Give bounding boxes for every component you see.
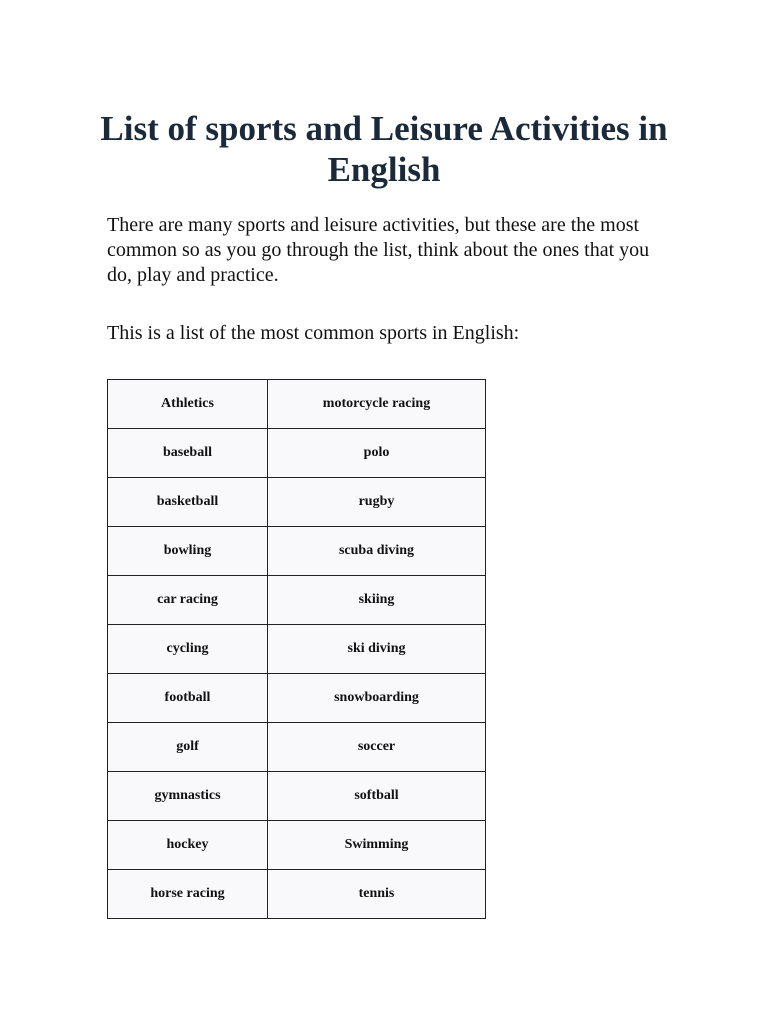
table-cell: polo — [268, 429, 486, 478]
table-cell: motorcycle racing — [268, 380, 486, 429]
table-cell: Swimming — [268, 821, 486, 870]
table-cell: tennis — [268, 870, 486, 919]
table-row — [108, 870, 486, 919]
table-cell: horse racing — [108, 870, 268, 919]
table-cell: car racing — [108, 576, 268, 625]
table-row — [108, 380, 486, 429]
table-cell: baseball — [108, 429, 268, 478]
table-row — [108, 576, 486, 625]
sports-table — [107, 379, 486, 919]
table-cell: rugby — [268, 478, 486, 527]
table-row — [108, 527, 486, 576]
table-row — [108, 478, 486, 527]
table-row — [108, 723, 486, 772]
table-row — [108, 772, 486, 821]
table-cell: golf — [108, 723, 268, 772]
table-cell: basketball — [108, 478, 268, 527]
table-row — [108, 674, 486, 723]
table-cell: skiing — [268, 576, 486, 625]
table-cell: scuba diving — [268, 527, 486, 576]
table-cell: bowling — [108, 527, 268, 576]
table-cell: snowboarding — [268, 674, 486, 723]
table-row — [108, 625, 486, 674]
list-lead-paragraph: This is a list of the most common sports in English: — [107, 322, 520, 344]
intro-paragraph: There are many sports and leisure activities, but these are the most common so as you go through the list, think about the ones that you do, play and practice. — [107, 214, 650, 286]
table-cell: ski diving — [268, 625, 486, 674]
table-cell: soccer — [268, 723, 486, 772]
table-cell: cycling — [108, 625, 268, 674]
table-row — [108, 821, 486, 870]
table-cell: softball — [268, 772, 486, 821]
page-title: List of sports and Leisure Activities in English — [100, 109, 668, 189]
table-cell: football — [108, 674, 268, 723]
table-cell: gymnastics — [108, 772, 268, 821]
table-cell: hockey — [108, 821, 268, 870]
table-row — [108, 429, 486, 478]
table-cell: Athletics — [108, 380, 268, 429]
